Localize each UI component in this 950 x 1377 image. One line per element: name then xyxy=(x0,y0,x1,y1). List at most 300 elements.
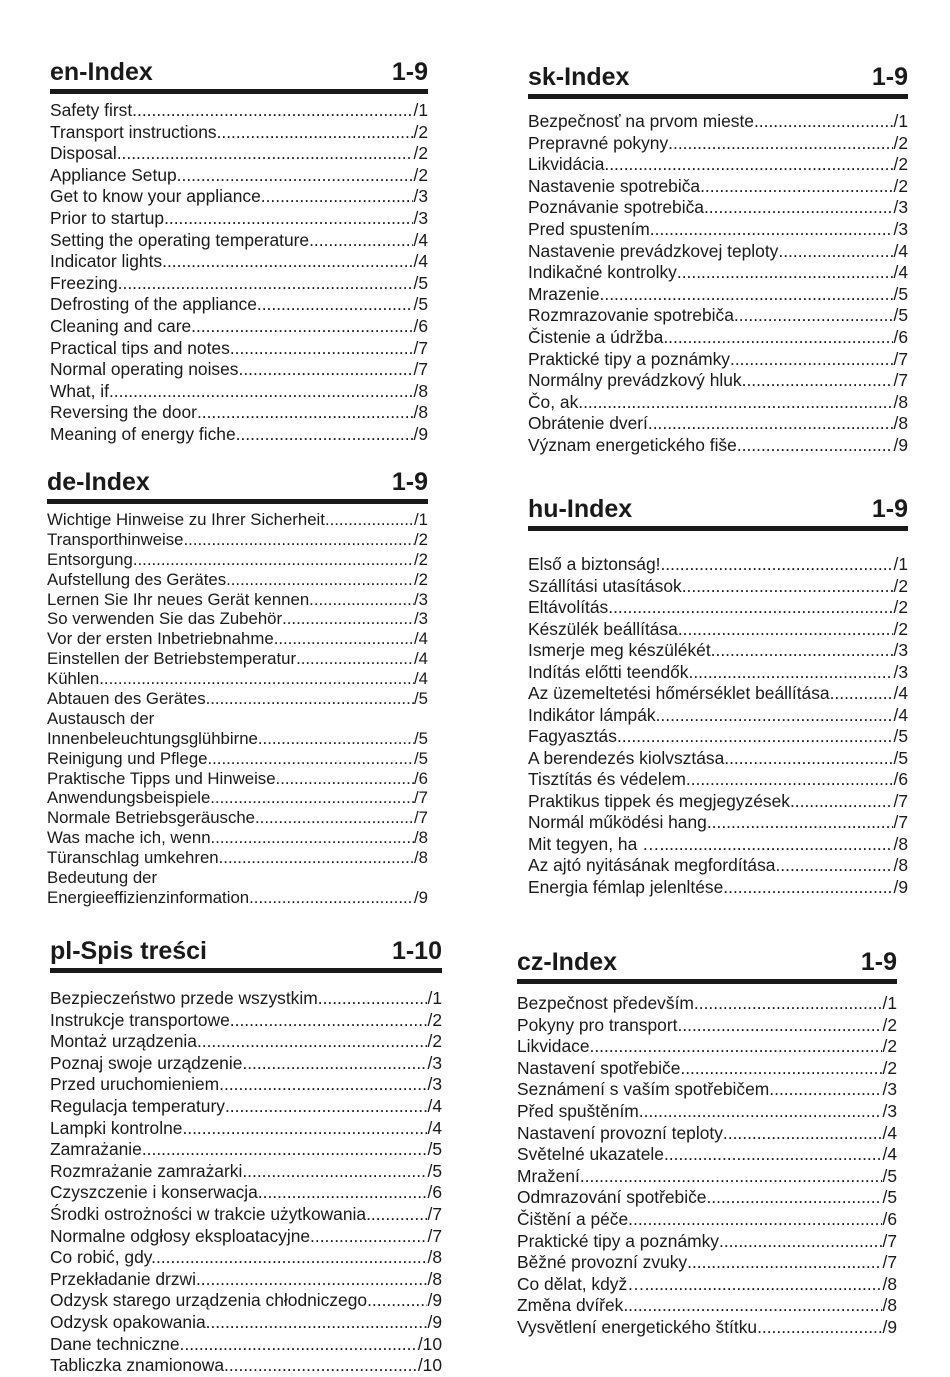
entry-label: Nastavení provozní teploty xyxy=(517,1122,723,1143)
dot-leader xyxy=(367,1290,427,1312)
dot-leader xyxy=(230,1010,428,1032)
entry-label: Kühlen xyxy=(47,669,100,689)
index-entry xyxy=(47,888,428,908)
section-header xyxy=(47,468,428,504)
section-page-range: 1-9 xyxy=(391,58,428,86)
entry-page-number: /5 xyxy=(427,1160,442,1181)
entry-page-number: /4 xyxy=(893,262,908,283)
dot-leader xyxy=(242,1161,427,1183)
entry-label: Seznámení s vaším spotřebičem xyxy=(517,1079,770,1100)
entry-label: Lernen Sie Ihr neues Gerät kennen xyxy=(47,589,310,609)
entry-label: Austausch der xyxy=(47,708,155,728)
entry-page-number: /9 xyxy=(413,423,428,444)
dot-leader xyxy=(142,1139,428,1161)
entry-label: Montaż urządzenia xyxy=(50,1031,197,1052)
dot-leader xyxy=(318,988,428,1010)
entry-page-number: /8 xyxy=(414,848,428,868)
entry-label: Setting the operating temperature xyxy=(50,229,310,250)
section-title: en-Index xyxy=(50,58,153,86)
dot-leader xyxy=(219,1074,427,1096)
entry-label: Reversing the door xyxy=(50,402,197,423)
dot-leader xyxy=(296,649,414,669)
entry-page-number: /3 xyxy=(882,1100,897,1121)
dot-leader xyxy=(623,1295,882,1317)
entry-page-number: /1 xyxy=(893,111,908,131)
entry-page-number: /7 xyxy=(893,812,908,832)
entry-label: Vor der ersten Inbetriebnahme xyxy=(47,629,274,649)
entry-label: Defrosting of the appliance xyxy=(50,294,257,315)
entry-label: Mražení xyxy=(517,1165,580,1186)
entry-label: Aufstellung des Gerätes xyxy=(47,569,227,589)
index-entry xyxy=(528,219,908,241)
index-entry xyxy=(50,1139,442,1161)
dot-leader xyxy=(132,100,413,122)
entry-label: Normal operating noises xyxy=(50,359,239,380)
entry-page-number: /5 xyxy=(427,1139,442,1160)
entry-list xyxy=(517,993,897,1339)
entry-page-number: /2 xyxy=(893,154,908,175)
entry-label: Co dělat, když… xyxy=(517,1273,645,1294)
entry-page-number: /4 xyxy=(413,229,428,250)
entry-page-number: /8 xyxy=(427,1247,442,1268)
entry-label: Normalne odgłosy eksploatacyjne xyxy=(50,1225,311,1246)
dot-leader xyxy=(219,848,414,868)
index-entry xyxy=(47,828,428,848)
entry-page-number: /4 xyxy=(413,251,428,272)
index-entry xyxy=(47,609,428,629)
dot-leader xyxy=(707,812,894,834)
entry-label: Nastavenie spotrebiča xyxy=(528,175,701,196)
entry-label: Indítás előtti teendők xyxy=(528,661,689,682)
entry-label: Změna dvířek xyxy=(517,1295,624,1316)
entry-page-number: /8 xyxy=(893,855,908,875)
entry-page-number: /7 xyxy=(427,1203,442,1224)
dot-leader xyxy=(242,1053,427,1075)
entry-page-number: /5 xyxy=(893,305,908,326)
dot-leader xyxy=(686,769,894,791)
dot-leader xyxy=(230,338,414,360)
index-entry xyxy=(528,197,908,219)
entry-label: Praktische Tipps und Hinweise xyxy=(47,768,276,788)
index-section-en xyxy=(50,58,428,446)
index-section-pl xyxy=(50,937,442,1377)
entry-label: Abtauen des Gerätes xyxy=(47,689,206,709)
dot-leader xyxy=(166,1247,428,1269)
entry-label: Pred spustením xyxy=(528,218,650,239)
section-page-range: 1-9 xyxy=(391,468,428,496)
entry-page-number: /4 xyxy=(893,240,908,261)
dot-leader xyxy=(663,327,893,349)
dot-leader xyxy=(600,284,894,306)
entry-label: Mit tegyen, ha … xyxy=(528,833,660,854)
index-entry xyxy=(517,1252,897,1274)
entry-page-number: /2 xyxy=(413,143,428,164)
entry-page-number: /2 xyxy=(414,529,428,549)
dot-leader xyxy=(274,629,414,649)
entry-label: Čistenie a údržba xyxy=(528,326,664,347)
entry-page-number: /2 xyxy=(893,575,908,596)
dot-leader xyxy=(608,597,893,619)
index-entry xyxy=(517,1015,897,1037)
entry-page-number: /6 xyxy=(427,1182,442,1203)
entry-page-number: /8 xyxy=(882,1295,897,1316)
entry-page-number: /9 xyxy=(893,876,908,897)
dot-leader xyxy=(680,1058,882,1080)
entry-page-number: /8 xyxy=(893,413,908,434)
index-entry xyxy=(528,662,908,684)
entry-page-number: /3 xyxy=(893,661,908,682)
entry-label: Készülék beállítása xyxy=(528,618,678,639)
entry-label: Tabliczka znamionowa xyxy=(50,1355,224,1376)
entry-label: Nastavenie prevádzkovej teploty xyxy=(528,240,779,261)
entry-page-number: /4 xyxy=(414,629,428,649)
entry-page-number: /6 xyxy=(413,315,428,336)
index-entry xyxy=(50,1355,442,1377)
dot-leader xyxy=(276,769,414,789)
index-section-hu xyxy=(528,495,908,898)
dot-leader xyxy=(742,370,894,392)
entry-page-number: /2 xyxy=(882,1014,897,1035)
index-entry xyxy=(47,669,428,689)
entry-label: Einstellen der Betriebstemperatur xyxy=(47,649,297,669)
entry-label: Bedeutung der xyxy=(47,868,158,888)
index-entry xyxy=(50,1290,442,1312)
section-header xyxy=(528,63,908,99)
dot-leader xyxy=(648,413,894,435)
entry-label: Szállítási utasítások xyxy=(528,575,682,596)
dot-leader xyxy=(133,550,414,570)
entry-page-number: /2 xyxy=(893,175,908,196)
entry-page-number: /5 xyxy=(413,294,428,315)
dot-leader xyxy=(757,1317,882,1339)
index-entry xyxy=(47,590,428,610)
index-entry xyxy=(528,413,908,435)
index-entry xyxy=(517,1209,897,1231)
dot-leader xyxy=(162,251,413,273)
index-entry xyxy=(50,1074,442,1096)
section-title: sk-Index xyxy=(528,63,630,91)
entry-label: Normál működési hang xyxy=(528,812,707,832)
entry-page-number: /5 xyxy=(882,1165,897,1186)
entry-label: Instrukcje transportowe xyxy=(50,1009,230,1030)
entry-page-number: /4 xyxy=(427,1095,442,1116)
entry-label: Bezpieczeństwo przede wszystkim xyxy=(50,988,318,1008)
entry-label: Innenbeleuchtungsglühbirne xyxy=(47,728,258,748)
entry-list xyxy=(528,111,908,457)
entry-page-number: /5 xyxy=(893,726,908,746)
entry-page-number: /3 xyxy=(427,1074,442,1095)
dot-leader xyxy=(723,877,893,899)
entry-page-number: /1 xyxy=(414,510,428,529)
index-entry xyxy=(528,305,908,327)
dot-leader xyxy=(117,143,414,165)
index-entry xyxy=(50,100,428,122)
index-entry xyxy=(50,381,428,403)
index-entry xyxy=(517,1317,897,1339)
index-entry xyxy=(47,689,428,709)
index-entry xyxy=(50,316,428,338)
entry-label: Get to know your appliance xyxy=(50,186,261,207)
section-header xyxy=(517,948,897,984)
entry-page-number: /1 xyxy=(413,100,428,120)
section-title: pl-Spis treści xyxy=(50,937,207,965)
entry-label: Praktikus tippek és megjegyzések xyxy=(528,790,790,811)
index-entry xyxy=(50,1010,442,1032)
index-entry xyxy=(528,554,908,576)
dot-leader xyxy=(225,1096,428,1118)
entry-page-number: /2 xyxy=(427,1031,442,1052)
entry-label: Was mache ich, wenn... xyxy=(47,828,225,848)
entry-label: Energieeffizienzinformation xyxy=(47,887,250,907)
dot-leader xyxy=(628,1209,882,1231)
entry-label: Disposal xyxy=(50,143,117,164)
entry-page-number: /7 xyxy=(893,348,908,369)
dot-leader xyxy=(177,165,414,187)
index-entry xyxy=(50,230,428,252)
entry-page-number: /9 xyxy=(882,1316,897,1337)
index-entry xyxy=(517,1144,897,1166)
dot-leader xyxy=(282,609,414,629)
entry-page-number: /7 xyxy=(882,1230,897,1251)
dot-leader xyxy=(682,576,894,598)
dot-leader xyxy=(206,689,414,709)
entry-label: Likvidácia xyxy=(528,154,605,175)
index-entry xyxy=(517,1274,897,1296)
entry-label: Prepravné pokyny xyxy=(528,132,669,153)
dot-leader xyxy=(225,828,414,848)
entry-label: Bezpečnost především xyxy=(517,993,694,1013)
entry-page-number: /3 xyxy=(414,609,428,629)
index-entry xyxy=(50,1269,442,1291)
index-entry xyxy=(50,1312,442,1334)
entry-page-number: /8 xyxy=(882,1273,897,1294)
dot-leader xyxy=(207,749,414,769)
entry-page-number: /3 xyxy=(413,186,428,207)
entry-page-number: /4 xyxy=(414,669,428,689)
entry-label: Freezing xyxy=(50,272,118,293)
index-section-cz xyxy=(517,948,897,1339)
index-entry xyxy=(528,262,908,284)
index-entry xyxy=(517,1101,897,1123)
entry-label: Przekładanie drzwi xyxy=(50,1268,196,1289)
entry-label: Čo, ak... xyxy=(528,391,593,412)
dot-leader xyxy=(217,122,414,144)
index-entry xyxy=(528,748,908,770)
entry-label: Wichtige Hinweise zu Ihrer Sicherheit xyxy=(47,510,325,529)
index-entry xyxy=(50,338,428,360)
entry-page-number: /8 xyxy=(414,828,428,848)
dot-leader xyxy=(660,554,893,576)
index-entry xyxy=(528,640,908,662)
entry-label: Ismerje meg készülékét xyxy=(528,640,711,660)
index-entry xyxy=(528,392,908,414)
entry-page-number: /9 xyxy=(427,1311,442,1332)
entry-page-number: /4 xyxy=(882,1144,897,1165)
index-entry xyxy=(528,812,908,834)
index-entry xyxy=(517,1123,897,1145)
entry-list xyxy=(47,510,428,908)
entry-label: Transport instructions xyxy=(50,121,217,142)
dot-leader xyxy=(704,197,894,219)
index-entry xyxy=(47,808,428,828)
dot-leader xyxy=(224,1355,418,1377)
entry-label: Čištění a péče xyxy=(517,1208,629,1229)
dot-leader xyxy=(754,111,894,133)
entry-page-number: /3 xyxy=(427,1052,442,1073)
index-entry xyxy=(50,1182,442,1204)
entry-label: Regulacja temperatury xyxy=(50,1095,225,1116)
index-entry xyxy=(528,791,908,813)
entry-page-number: /7 xyxy=(413,359,428,380)
dot-leader xyxy=(258,1182,428,1204)
index-entry xyxy=(50,122,428,144)
dot-leader xyxy=(677,262,894,284)
dot-leader xyxy=(604,154,893,176)
index-entry xyxy=(528,370,908,392)
index-entry xyxy=(528,327,908,349)
index-entry xyxy=(517,1166,897,1188)
index-section-de xyxy=(47,468,428,908)
entry-label: Světelné ukazatele xyxy=(517,1144,664,1165)
dot-leader xyxy=(236,424,414,446)
entry-label: Energia fémlap jelenltése xyxy=(528,876,724,897)
index-entry xyxy=(528,349,908,371)
dot-leader xyxy=(123,381,413,403)
index-entry xyxy=(50,1226,442,1248)
entry-page-number: /3 xyxy=(414,589,428,609)
index-entry xyxy=(528,241,908,263)
index-entry xyxy=(517,1058,897,1080)
entry-page-number: /8 xyxy=(893,391,908,412)
entry-label: Reinigung und Pflege xyxy=(47,748,208,768)
entry-page-number: /3 xyxy=(893,640,908,660)
index-entry xyxy=(517,1187,897,1209)
dot-leader xyxy=(99,669,414,689)
dot-leader xyxy=(678,619,894,641)
entry-page-number: /5 xyxy=(882,1187,897,1208)
entry-label: Tisztítás és védelem xyxy=(528,769,686,789)
dot-leader xyxy=(261,186,414,208)
entry-page-number: /5 xyxy=(414,728,428,748)
index-entry xyxy=(50,273,428,295)
entry-label: Cleaning and care xyxy=(50,315,192,336)
entry-page-number: /1 xyxy=(893,554,908,574)
index-entry xyxy=(528,597,908,619)
entry-page-number: /2 xyxy=(882,1036,897,1057)
index-entry xyxy=(528,154,908,176)
entry-label: Pokyny pro transport xyxy=(517,1014,678,1035)
dot-leader xyxy=(258,729,414,749)
entry-label: Nastavení spotřebiče xyxy=(517,1057,681,1078)
entry-label: Praktické tipy a poznámky xyxy=(517,1230,720,1251)
entry-page-number: /5 xyxy=(414,748,428,768)
index-entry xyxy=(50,1053,442,1075)
index-entry xyxy=(47,788,428,808)
index-entry xyxy=(50,1334,442,1356)
dot-leader xyxy=(206,1312,428,1334)
dot-leader xyxy=(197,1031,428,1053)
dot-leader xyxy=(769,1079,882,1101)
entry-label: Bezpečnosť na prvom mieste xyxy=(528,111,754,131)
index-entry xyxy=(528,683,908,705)
dot-leader xyxy=(694,993,883,1015)
index-entry xyxy=(50,424,428,446)
entry-page-number: /2 xyxy=(893,132,908,153)
entry-label: Zamrażanie xyxy=(50,1139,142,1160)
dot-leader xyxy=(197,402,414,424)
index-entry xyxy=(47,709,428,729)
dot-leader xyxy=(677,1015,882,1037)
entry-page-number: /4 xyxy=(882,1122,897,1143)
entry-label: A berendezés kiolvsztása xyxy=(528,747,725,768)
entry-label: Practical tips and notes xyxy=(50,337,230,358)
index-entry xyxy=(47,550,428,570)
dot-leader xyxy=(366,1204,427,1226)
entry-label: Běžné provozní zvuky xyxy=(517,1252,688,1273)
entry-page-number: /8 xyxy=(413,402,428,423)
index-entry xyxy=(528,576,908,598)
index-entry xyxy=(50,251,428,273)
index-entry xyxy=(528,133,908,155)
entry-list xyxy=(50,100,428,446)
entry-label: Rozmrażanie zamrażarki xyxy=(50,1160,243,1181)
dot-leader xyxy=(310,1226,427,1248)
entry-page-number: /3 xyxy=(893,197,908,218)
entry-label: Fagyasztás xyxy=(528,726,617,746)
entry-page-number: /2 xyxy=(893,597,908,617)
entry-label: Środki ostrożności w trakcie użytkowania xyxy=(50,1203,367,1224)
dot-leader xyxy=(656,705,894,727)
section-title: de-Index xyxy=(47,468,150,496)
section-page-range: 1-9 xyxy=(871,495,908,523)
dot-leader xyxy=(309,230,413,252)
index-entry xyxy=(47,769,428,789)
dot-leader xyxy=(239,359,414,381)
entry-page-number: /10 xyxy=(417,1355,442,1376)
entry-page-number: /7 xyxy=(893,370,908,391)
entry-page-number: /7 xyxy=(414,788,428,808)
index-entry xyxy=(47,530,428,550)
dot-leader xyxy=(775,855,893,877)
entry-label: Normálny prevádzkový hluk xyxy=(528,370,742,391)
index-entry xyxy=(517,1295,897,1317)
entry-page-number: /8 xyxy=(427,1268,442,1289)
index-entry xyxy=(528,877,908,899)
entry-page-number: /5 xyxy=(893,747,908,768)
index-entry xyxy=(47,729,428,749)
entry-page-number: /7 xyxy=(414,808,428,828)
entry-page-number: /9 xyxy=(414,887,428,907)
entry-label: Eltávolítás xyxy=(528,597,609,617)
entry-page-number: /2 xyxy=(413,164,428,185)
dot-leader xyxy=(255,808,414,828)
index-entry xyxy=(528,834,908,856)
index-entry xyxy=(50,1096,442,1118)
entry-label: Első a biztonság! xyxy=(528,554,661,574)
entry-page-number: /6 xyxy=(893,326,908,347)
index-entry xyxy=(47,649,428,669)
index-entry xyxy=(528,769,908,791)
entry-page-number: /3 xyxy=(893,218,908,239)
section-page-range: 1-9 xyxy=(871,63,908,91)
entry-page-number: /4 xyxy=(427,1117,442,1138)
entry-page-number: /4 xyxy=(893,704,908,725)
index-entry xyxy=(47,629,428,649)
entry-label: Przed uruchomieniem xyxy=(50,1074,220,1095)
entry-label: Co robić, gdy... xyxy=(50,1247,166,1268)
index-entry xyxy=(50,1204,442,1226)
entry-page-number: /5 xyxy=(414,689,428,709)
